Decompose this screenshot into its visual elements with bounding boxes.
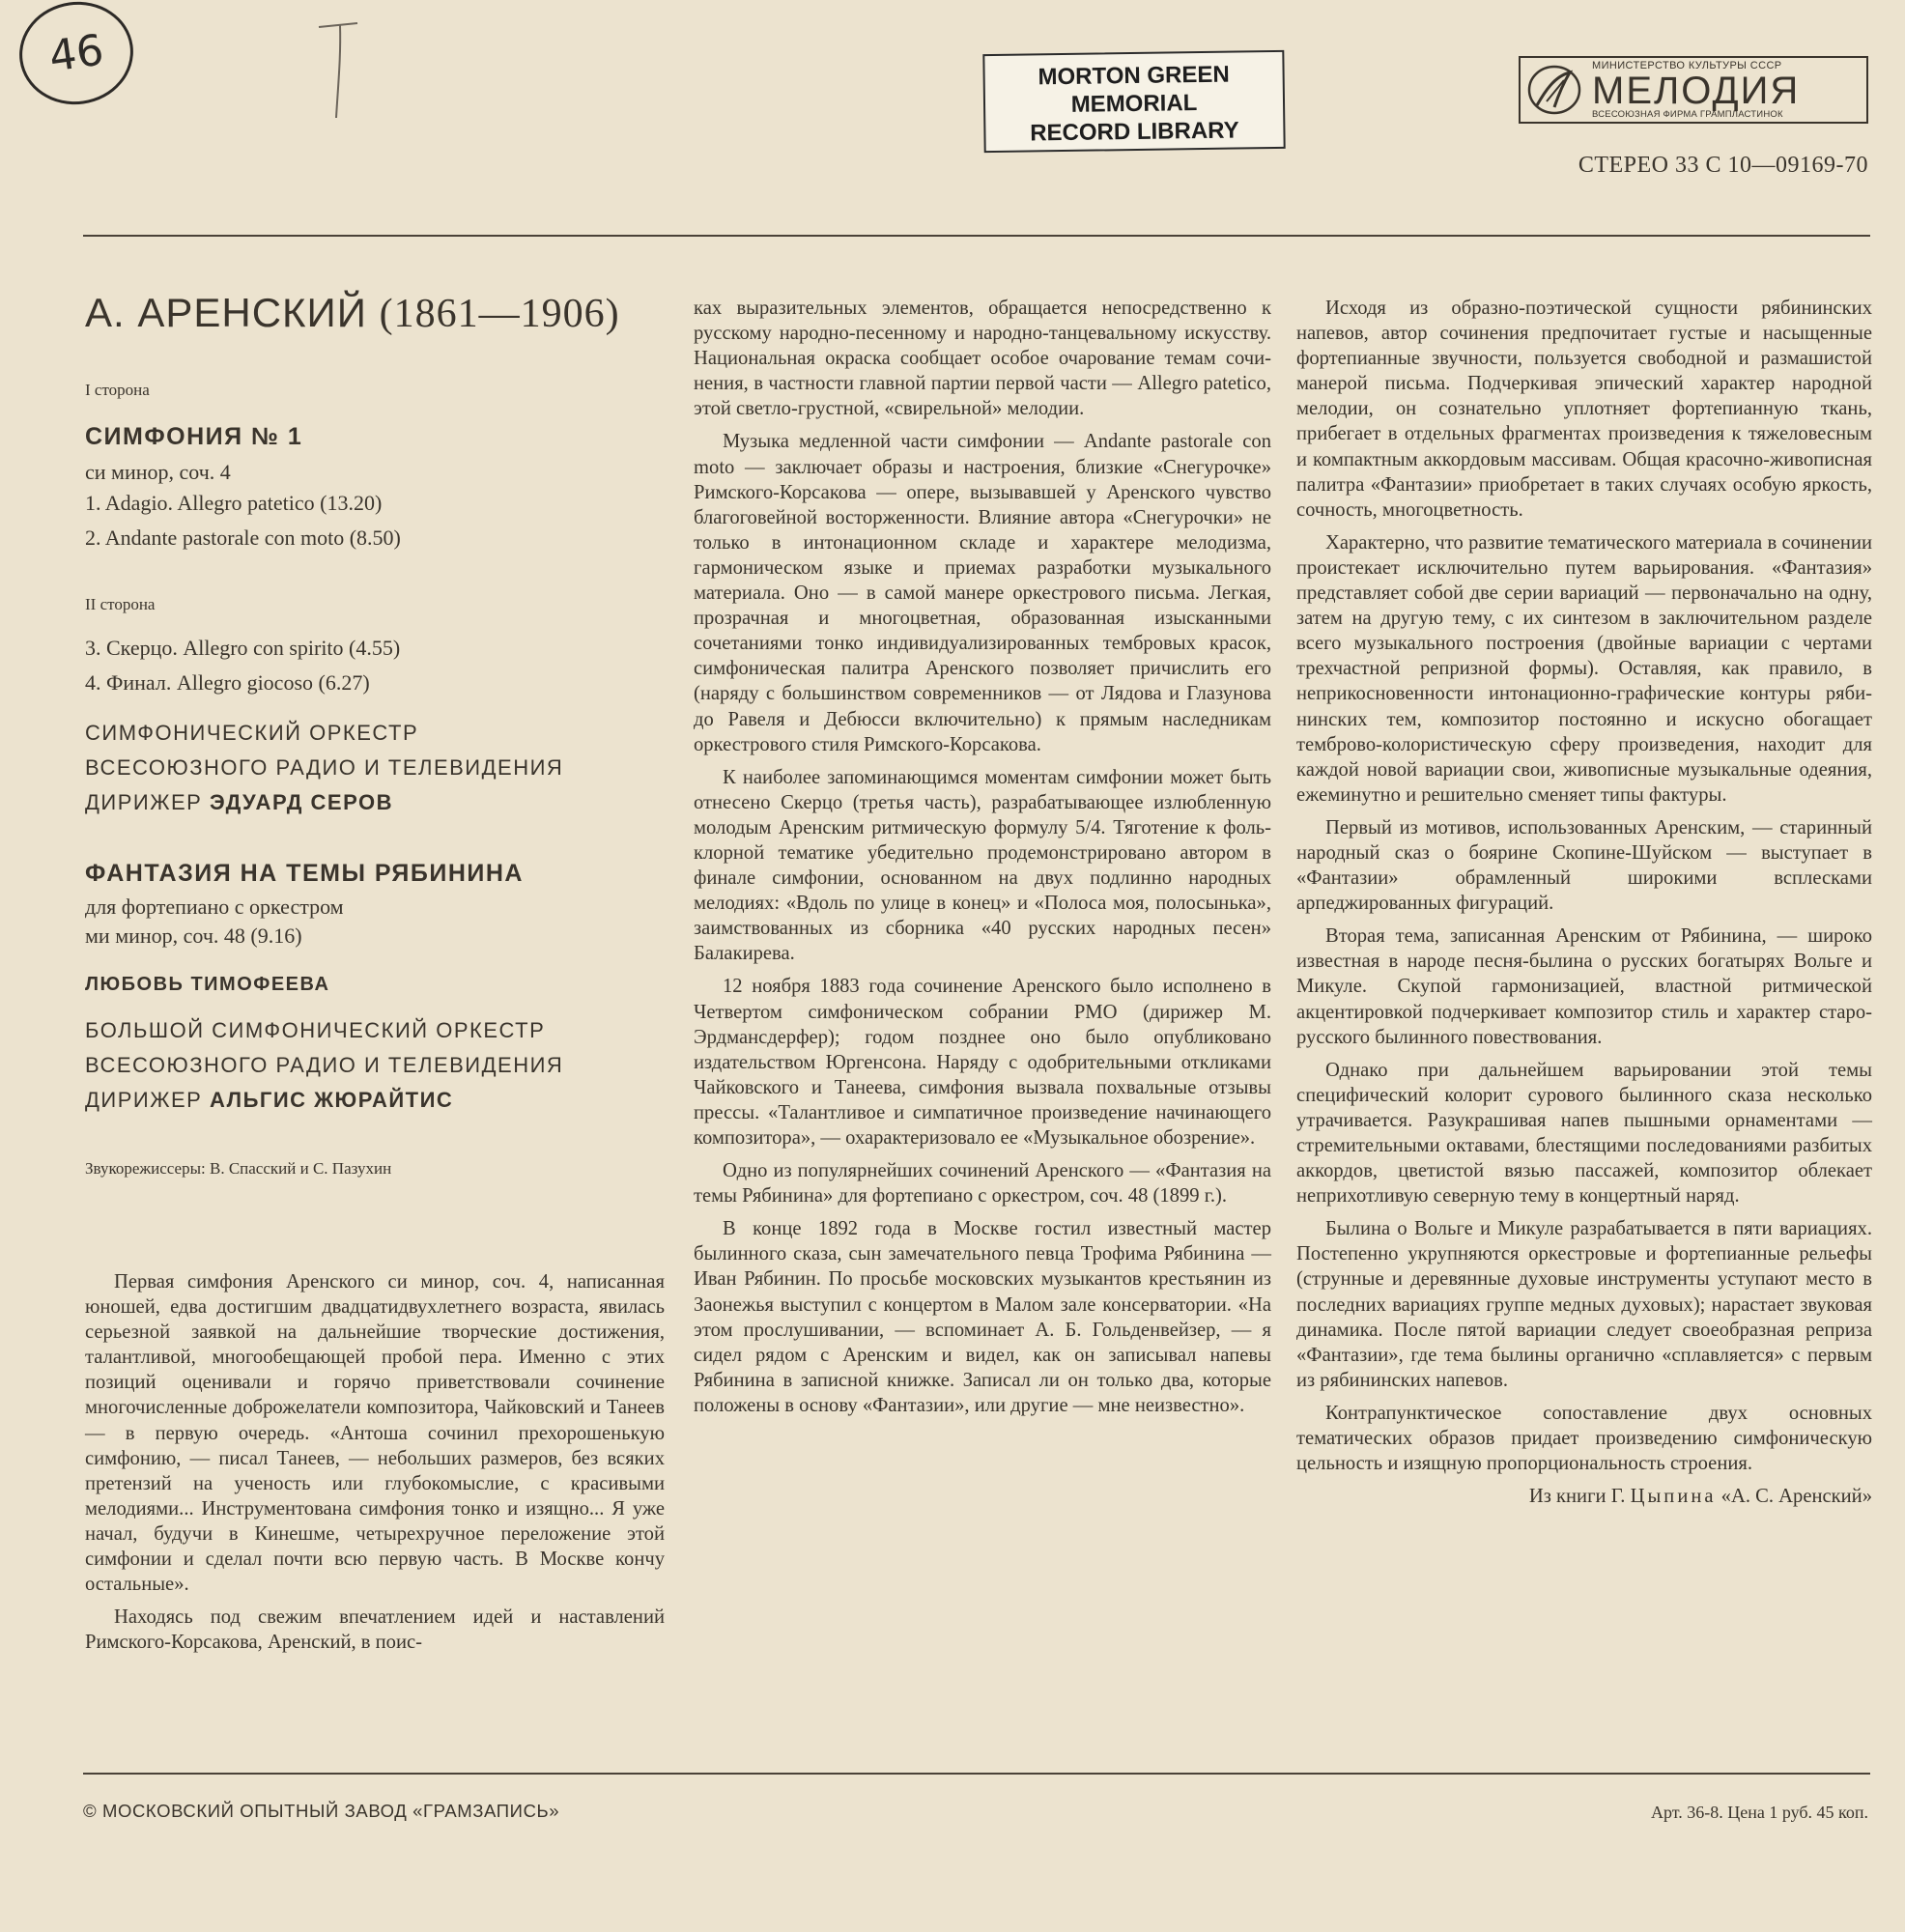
track-1: 1. Adagio. Allegro patetico (13.20) <box>85 491 383 515</box>
essay-column-1 <box>85 1269 665 1662</box>
conductor-2-name: АЛЬГИС ЖЮРАЙТИС <box>209 1088 454 1112</box>
essay-paragraph: Былина о Вольге и Микуле разрабатывается в пяти вариациях. Постепенно укрупняются оркестровые и фортепианные рельефы (струнные и деревянные духовые инструменты уступают место в последних вариациях группе медных духовых); нарастает звуковая динамика. После пятой вариации следует своеобразная реприза «Фантазии», где тема былины органично «сплавляется» с первым из рябининских напевов. <box>1296 1218 1872 1391</box>
fantasy-title: ФАНТАЗИЯ НА ТЕМЫ РЯБИНИНА <box>85 860 524 887</box>
composer-name: А. АРЕНСКИЙ <box>85 290 367 335</box>
composer-heading <box>85 290 620 337</box>
essay-paragraph: Характерно, что развитие тематического материала в сочинении проистекает исключительно путем варьирования. «Фантазия» представляет собой две серии вариаций — первоначально на одну, затем на другую тему, с их синтезом в заключительном разделе всего музыкального построения (двойные вариации с чертами трехчастной репризной формы). Оставляя, как правило, в неприкосновенности интонационно-графические контуры рябининских тем, композитор постоянно и искусно обогащает темброво-колористическую сферу произведения, находит для каждой новой вариации свои, живописные музыкальные одеяния, ежеминутно и решительно сменяет типы фактуры. <box>1296 531 1872 806</box>
soloist-name: ЛЮБОВЬ ТИМОФЕЕВА <box>85 974 330 995</box>
side-2-label: II сторона <box>85 595 156 613</box>
essay-column-3 <box>1296 296 1872 1517</box>
essay-paragraph: Первая симфония Аренского си минор, соч. 4, написанная юношей, едва достигшим двадцатидвухлетнего возраста, явилась серьезной заявкой на дальнейшие творческие достижения, талантливой, многообещающей пробой пера. Именно с этих позиций оценивали и горячо приветствовали сочинение многочисленные доброжелатели композитора, Чайковский и Танеев — в первую очередь. «Антоша сочинил прехорошенькую симфонию, — писал Танеев, — небольших размеров, без всяких претензий на ученость или глубокомыслие, с красивыми мелодиями... Инструментована симфония тонко и изящно... Я уже начал, будучи в Кинешме, четырехручное переложение этой симфонии и сделал почти всю первую часть. В Москве кончу остальные». <box>85 1271 665 1596</box>
fantasy-key: ми минор, соч. 48 (9.16) <box>85 923 302 948</box>
source-prefix: Из книги Г. <box>1528 1486 1626 1508</box>
orchestra-2-line-1: БОЛЬШОЙ СИМФОНИЧЕСКИЙ ОРКЕСТР <box>85 1018 546 1042</box>
essay-paragraph: Одно из популярнейших сочинений Аренского — «Фантазия на темы Рябинина» для фортепиано с оркестром, соч. 48 (1899 г.). <box>694 1160 1271 1208</box>
orchestra-1-line-2: ВСЕСОЮЗНОГО РАДИО И ТЕЛЕВИДЕНИЯ <box>85 755 564 780</box>
logo-ministry-text: МИНИСТЕРСТВО КУЛЬТУРЫ СССР <box>1592 60 1782 71</box>
divider-top <box>83 235 1870 237</box>
essay-paragraph: К наиболее запоминающимся моментам симфонии может быть отнесено Скерцо (третья часть), разрабатывающее излюбленную молодым Аренским ритмическую формулу 5/4. Тяготение к фольклорной тематике убедительно продемонстрировано автором в финале симфонии, основанном на двух подлинно народных мелодиях: «Вдоль по улице в конец» и «Полоса моя, полосынька», заимствованных из сборника «40 русских народных песен» Балакирева. <box>694 766 1271 965</box>
essay-paragraph: Контрапунктическое сопоставление двух основных тематических образов придает произведению симфоническую цельность и изящную пропорциональность строения. <box>1296 1402 1872 1475</box>
source-author: Цыпина <box>1630 1486 1717 1508</box>
essay-paragraph: В конце 1892 года в Москве гостил известный мастер былинного сказа, сын замечательного певца Трофима Рябинина — Иван Рябинин. По просьбе московских музыкантов крестьянин из Заонежья выступил с концертом в Малом зале консерватории. «На этом прослушивании, — вспоминает А. Б. Гольденвейзер, — я сидел рядом с Аренским и видел, как он записывал напевы Рябинина в записной книжке. Записал ли он только два, которые положены в основу «Фантазии», или другие — мне неизвестно». <box>694 1218 1271 1416</box>
pencil-mark-icon <box>311 17 365 124</box>
melodiya-emblem-icon <box>1521 58 1588 122</box>
essay-column-2 <box>694 296 1271 1426</box>
conductor-1-name: ЭДУАРД СЕРОВ <box>209 790 393 814</box>
library-sticker <box>982 50 1285 153</box>
conductor-1 <box>85 790 393 815</box>
symphony-title: СИМФОНИЯ № 1 <box>85 423 303 450</box>
symphony-key: си минор, соч. 4 <box>85 460 231 484</box>
track-4: 4. Финал. Allegro giocoso (6.27) <box>85 670 370 695</box>
source-title: «А. С. Аренский» <box>1720 1486 1872 1508</box>
essay-paragraph: Первый из мотивов, использованных Аренским, — старинный народный сказ о боярине Скопине-Шуйском — выступает в «Фантазии» обрамленный широкими всплесками арпеджированных фигураций. <box>1296 816 1872 915</box>
sticker-line-2: MEMORIAL <box>1070 90 1198 118</box>
sound-engineers: Звукорежиссеры: В. Спасский и С. Пазухин <box>85 1159 392 1178</box>
essay-paragraph: Однако при дальнейшем варьировании этой темы специфический колорит сурового былинного сказа несколько утрачивается. Разукрашивая напев пышными орнаментами — стремительными октавами, блестящими последованиями разбитых аккордов, цветистой вязью пассажей, композитор облекает неприхотливую северную тему в концертный наряд. <box>1296 1059 1872 1208</box>
track-2: 2. Andante pastorale con moto (8.50) <box>85 526 401 550</box>
track-3: 3. Скерцо. Allegro con spirito (4.55) <box>85 636 401 660</box>
essay-paragraph: Музыка медленной части симфонии — Andante pastorale con moto — заключает образы и настроения, близкие «Снегурочке» Римского-Корсакова — опере, вызывавшей у Аренского чувство благоговейной восторженности. Влияние автора «Снегурочки» не только в интонационном складе и характере мелодизма, гармоническом языке и приемах разработки музыкального материала. Оно — в самой манере оркестрового письма. Легкая, прозрачная и многоцветная, образованная изысканными сочетаниями тонко индивидуализированных тембровых красок, симфоническая палитра Аренского позволяет причислить его (наряду с большинством современников — от Лядова и Глазунова до Равеля и Дебюсси включительно) к прямым наследникам оркестрового стиля Римского-Корсакова. <box>694 431 1271 755</box>
fantasy-instrumentation: для фортепиано с оркестром <box>85 895 344 919</box>
essay-paragraph: Исходя из образно-поэтической сущности рябининских напевов, автор сочинения предпочитает густые и насыщенные фортепианные звучности, пользуется свободной и размашистой манерой письма. Подчеркивая эпический характер народной мелодии, он сознательно уплотняет фортепианную ткань, прибегает в отдельных фрагментах произведения к тяжеловесным и компактным аккордовым массивам. Общая красочно-живописная палитра «Фантазии» приобретает в таких случаях особую яркость, сочность, многоцветность. <box>1296 298 1872 521</box>
sticker-line-1: MORTON GREEN <box>1038 61 1230 91</box>
catalog-number: СТЕРЕО 33 С 10—09169-70 <box>1578 153 1868 178</box>
logo-name-text: МЕЛОДИЯ <box>1592 70 1801 112</box>
essay-paragraph: 12 ноября 1883 года сочинение Аренского было исполнено в Четвертом симфоническом собрании РМО (дирижер М. Эрдмансдерфер); годом позднее оно было опубликовано издательством Юргенсона. Наряду с одобрительными откликами Чайковского и Танеева, симфония вызвала похвальные отзывы прессы. «Талантливое и симпатичное произведение начинающего композитора», — охарактеризовало ее «Музыкальное обозрение». <box>694 976 1271 1149</box>
essay-source <box>1296 1484 1872 1509</box>
conductor-2-label: ДИРИЖЕР <box>85 1088 203 1112</box>
handwritten-circled-number: 46 <box>13 0 140 112</box>
divider-bottom <box>83 1773 1870 1775</box>
manufacturer-credit: © МОСКОВСКИЙ ОПЫТНЫЙ ЗАВОД «ГРАМЗАПИСЬ» <box>83 1801 560 1821</box>
price-info: Арт. 36-8. Цена 1 руб. 45 коп. <box>1650 1803 1868 1822</box>
orchestra-1-line-1: СИМФОНИЧЕСКИЙ ОРКЕСТР <box>85 721 419 745</box>
composer-years: (1861—1906) <box>379 292 620 336</box>
melodiya-logo <box>1519 56 1868 124</box>
essay-paragraph: Находясь под свежим впечатлением идей и наставлений Римского-Корсакова, Аренский, в поис- <box>85 1606 665 1654</box>
side-1-label: I сторона <box>85 381 150 399</box>
orchestra-2-line-2: ВСЕСОЮЗНОГО РАДИО И ТЕЛЕВИДЕНИЯ <box>85 1053 564 1077</box>
sticker-line-3: RECORD LIBRARY <box>1030 117 1239 147</box>
essay-paragraph: Вторая тема, записанная Аренским от Рябинина, — широко известная в народе песня-былина о русских богатырях Вольге и Микуле. Скупой гармонизацией, властной ритмической акцентировкой подчеркивает композитор стиль и характер старорусского былинного повествования. <box>1296 925 1872 1048</box>
conductor-2 <box>85 1088 453 1113</box>
logo-firm-text: ВСЕСОЮЗНАЯ ФИРМА ГРАМПЛАСТИНОК <box>1592 109 1783 120</box>
essay-paragraph: ках выразительных элементов, обращается непосредственно к русскому народно-песенному и народно-танцевальному искусству. Национальная окраска сообщает особое очарование темам сочинения, в частности главной партии первой части — Allegro patetico, этой светло-грустной, «свирельной» мелодии. <box>694 298 1271 420</box>
conductor-1-label: ДИРИЖЕР <box>85 790 203 814</box>
